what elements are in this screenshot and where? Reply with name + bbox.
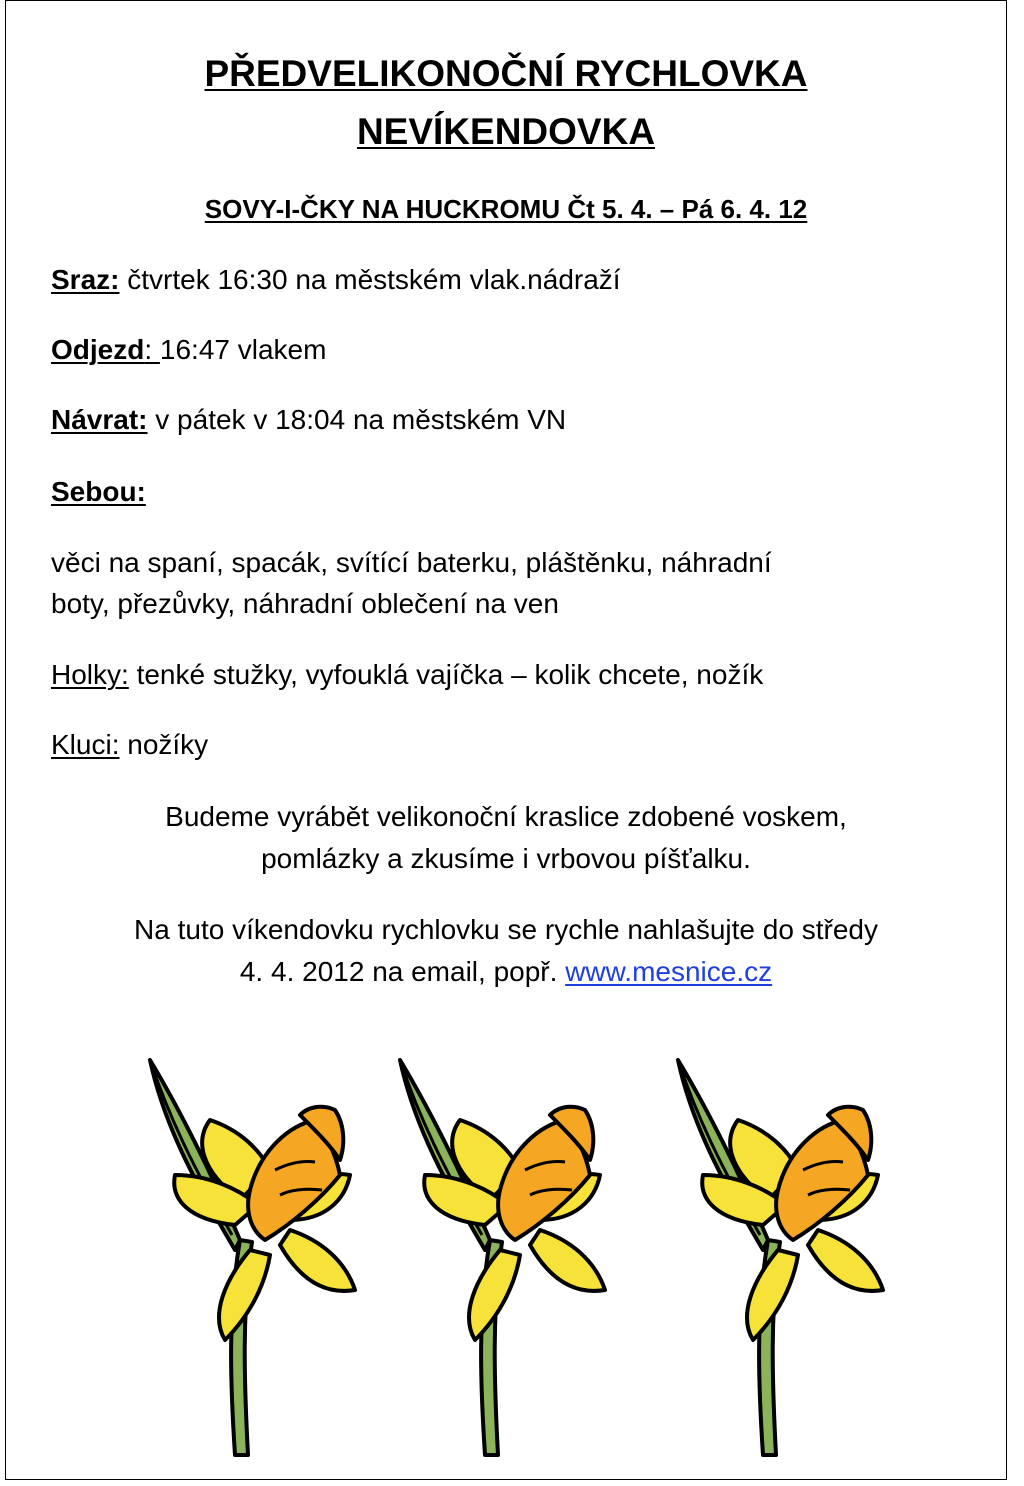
website-link[interactable]: www.mesnice.cz bbox=[565, 956, 773, 987]
return-line bbox=[51, 400, 566, 440]
items-line-1: věci na spaní, spacák, svítící baterku, pláštěnku, náhradní bbox=[51, 547, 772, 578]
daffodil-icon bbox=[390, 1050, 630, 1460]
daffodil-icon bbox=[668, 1050, 908, 1460]
meeting-line bbox=[51, 260, 621, 300]
signup-line-1: Na tuto víkendovku rychlovku se rychle nahlašujte do středy bbox=[134, 914, 878, 945]
girls-label: Holky: bbox=[51, 659, 129, 690]
bring-heading bbox=[51, 472, 146, 512]
boys-line bbox=[51, 725, 208, 765]
departure-label-wrap bbox=[51, 334, 160, 365]
title-line-1: PŘEDVELIKONOČNÍ RYCHLOVKA bbox=[204, 53, 808, 94]
program-line-2: pomlázky a zkusíme i vrbovou píšťalku. bbox=[261, 843, 751, 874]
girls-line bbox=[51, 655, 763, 695]
departure-label: Odjezd bbox=[51, 334, 145, 365]
signup-prefix: 4. 4. 2012 na email, popř. bbox=[239, 956, 566, 987]
bring-label: Sebou: bbox=[51, 476, 146, 507]
signup-line-2 bbox=[0, 952, 1012, 992]
event-subtitle: SOVY-I-ČKY NA HUCKROMU Čt 5. 4. – Pá 6. 4. 12 bbox=[204, 194, 808, 224]
meeting-text: čtvrtek 16:30 na městském vlak.nádraží bbox=[119, 264, 621, 295]
boys-text: nožíky bbox=[119, 729, 209, 760]
departure-line bbox=[51, 330, 326, 370]
daffodil-icon bbox=[140, 1050, 380, 1460]
return-text: v pátek v 18:04 na městském VN bbox=[147, 404, 567, 435]
title-line-2: NEVÍKENDOVKA bbox=[356, 111, 656, 152]
girls-text: tenké stužky, vyfouklá vajíčka – kolik chcete, nožík bbox=[128, 659, 764, 690]
meeting-label: Sraz: bbox=[51, 264, 120, 295]
return-label: Návrat: bbox=[51, 404, 148, 435]
boys-label: Kluci: bbox=[51, 729, 120, 760]
departure-colon: : bbox=[144, 334, 160, 365]
departure-text: 16:47 vlakem bbox=[159, 334, 327, 365]
program-line-1: Budeme vyrábět velikonoční kraslice zdobené voskem, bbox=[165, 801, 847, 832]
items-line-2: boty, přezůvky, náhradní oblečení na ven bbox=[51, 588, 559, 619]
